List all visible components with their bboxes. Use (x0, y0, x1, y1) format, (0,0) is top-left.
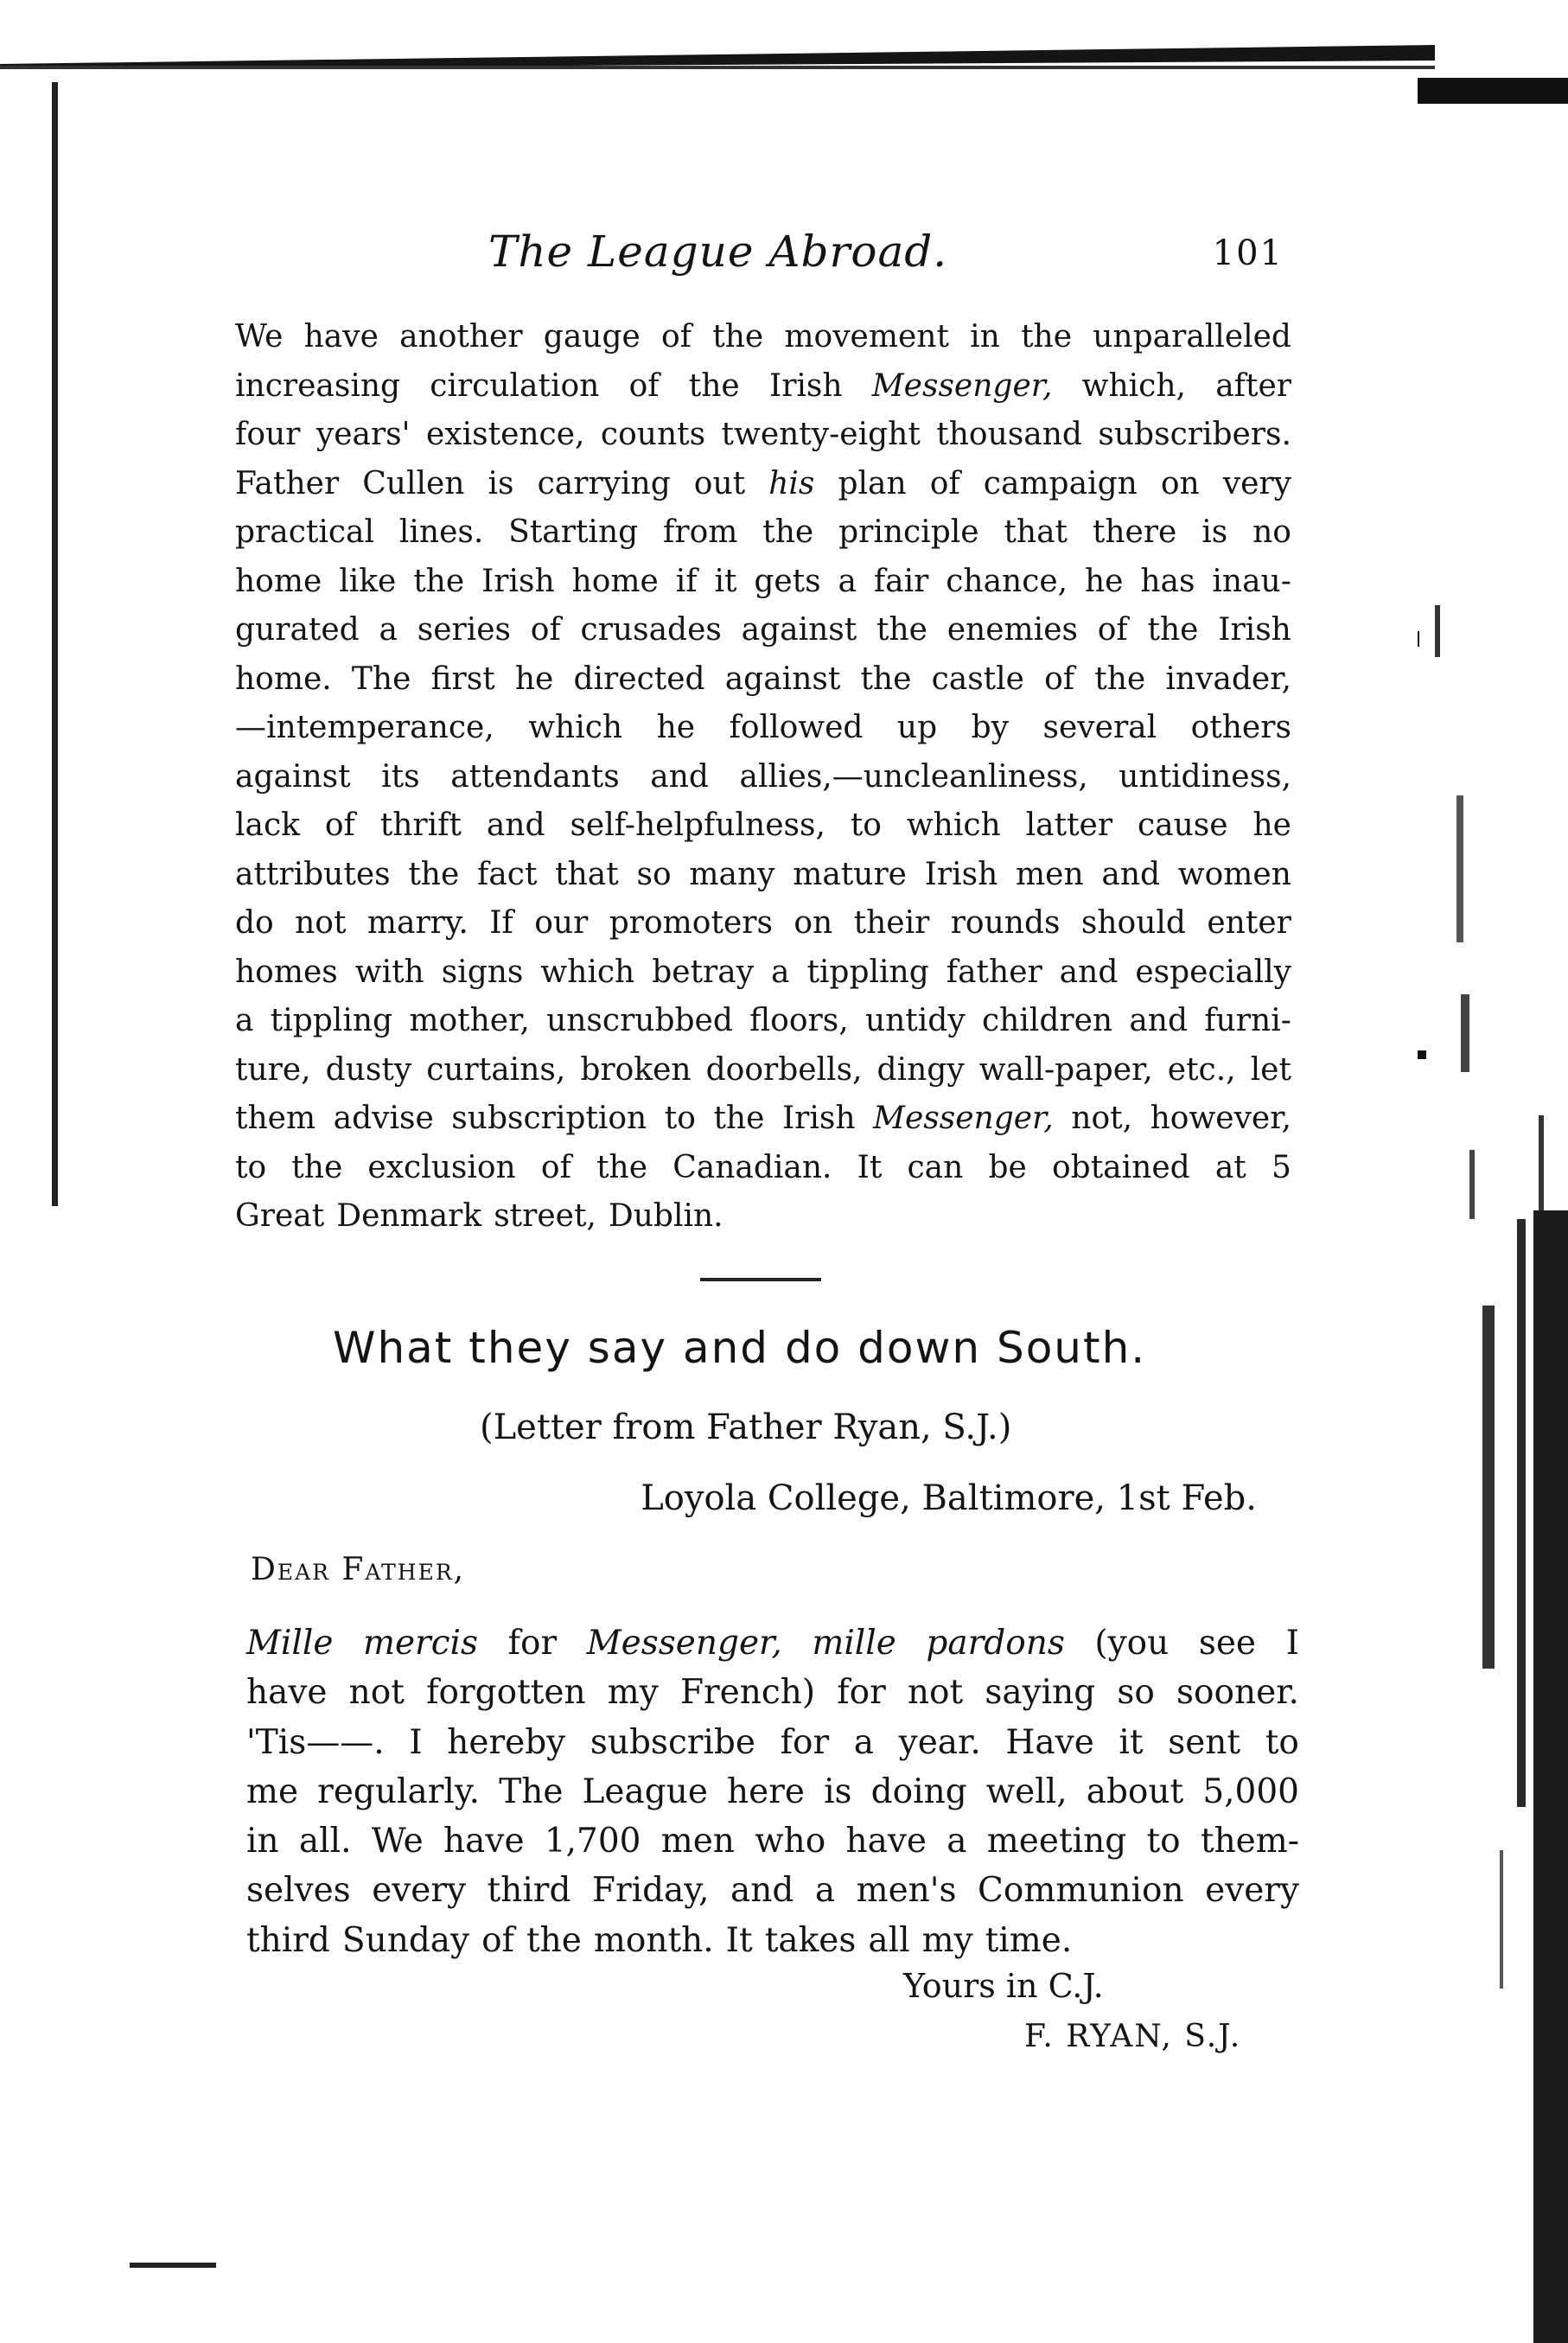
article-body-line: to the exclusion of the Canadian. It can be obtained at 5 (235, 1149, 1291, 1185)
article-body-line: homes with signs which betray a tippling father and especially (235, 954, 1291, 990)
article-body-line: Great Denmark street, Dublin. (235, 1198, 723, 1234)
letter-place-date: Loyola College, Baltimore, 1st Feb. (641, 1478, 1257, 1518)
running-title: The League Abroad. (488, 227, 948, 277)
letter-body-line: 'Tis——. I hereby subscribe for a year. Have it sent to (246, 1722, 1299, 1762)
article-body-line: ture, dusty curtains, broken doorbells, dingy wall-paper, etc., let (235, 1051, 1291, 1088)
letter-body-line: third Sunday of the month. It takes all my time. (246, 1920, 1073, 1960)
article-body-line: gurated a series of crusades against the enemies of the Irish (235, 612, 1291, 648)
letter-body-line: Mille mercis for Messenger, mille pardons (you see I (246, 1624, 1299, 1663)
article-body-line: them advise subscription to the Irish Messenger, not, however, (235, 1101, 1291, 1136)
letter-body-line: me regularly. The League here is doing well, about 5,000 (246, 1772, 1299, 1811)
bottom-scan-artifact (130, 2263, 216, 2268)
article-body-line: do not marry. If our promoters on their rounds should enter (235, 905, 1291, 941)
top-rule-scan-artifact (0, 45, 1435, 80)
letter-body-line: selves every third Friday, and a men's Communion every (246, 1871, 1299, 1911)
running-head (238, 227, 1284, 287)
article-body-line: against its attendants and allies,—uncleanliness, untidiness, (235, 758, 1291, 795)
left-edge-scan-artifact (52, 82, 58, 1206)
section-heading: What they say and do down South. (333, 1323, 1147, 1373)
article-body-line: lack of thrift and self-helpfulness, to which latter cause he (235, 808, 1291, 843)
article-body-line: Father Cullen is carrying out his plan of campaign on very (235, 465, 1291, 501)
article-body-line: —intemperance, which he followed up by several others (235, 710, 1291, 745)
section-divider (700, 1278, 821, 1281)
letter-body-line: have not forgotten my French) for not saying so sooner. (246, 1673, 1299, 1713)
article-body-line: increasing circulation of the Irish Messenger, which, after (235, 367, 1291, 404)
article-body-line: home like the Irish home if it gets a fair chance, he has inau- (235, 563, 1291, 599)
article-body-line: home. The first he directed against the castle of the invader, (235, 661, 1291, 697)
article-body-line: We have another gauge of the movement in the unparalleled (235, 319, 1291, 354)
letter-closing: Yours in C.J. (903, 1967, 1104, 2005)
right-border-scan-artifact (1533, 1210, 1568, 2343)
letter-source: (Letter from Father Ryan, S.J.) (480, 1408, 1012, 1447)
article-body-line: attributes the fact that so many mature Irish men and women (235, 856, 1291, 892)
article-body-line: a tippling mother, unscrubbed floors, untidy children and furni- (235, 1003, 1291, 1038)
letter-signature: F. RYAN, S.J. (1024, 2019, 1242, 2054)
article-body-line: four years' existence, counts twenty-eight thousand subscribers. (235, 417, 1291, 452)
page-number: 101 (1212, 233, 1284, 273)
letter-salutation: Dear Father, (251, 1552, 466, 1587)
letter-body-line: in all. We have 1,700 men who have a meeting to them- (246, 1822, 1299, 1861)
article-body (235, 313, 1291, 1242)
article-body-line: practical lines. Starting from the principle that there is no (235, 514, 1291, 550)
letter-body (246, 1618, 1299, 1965)
